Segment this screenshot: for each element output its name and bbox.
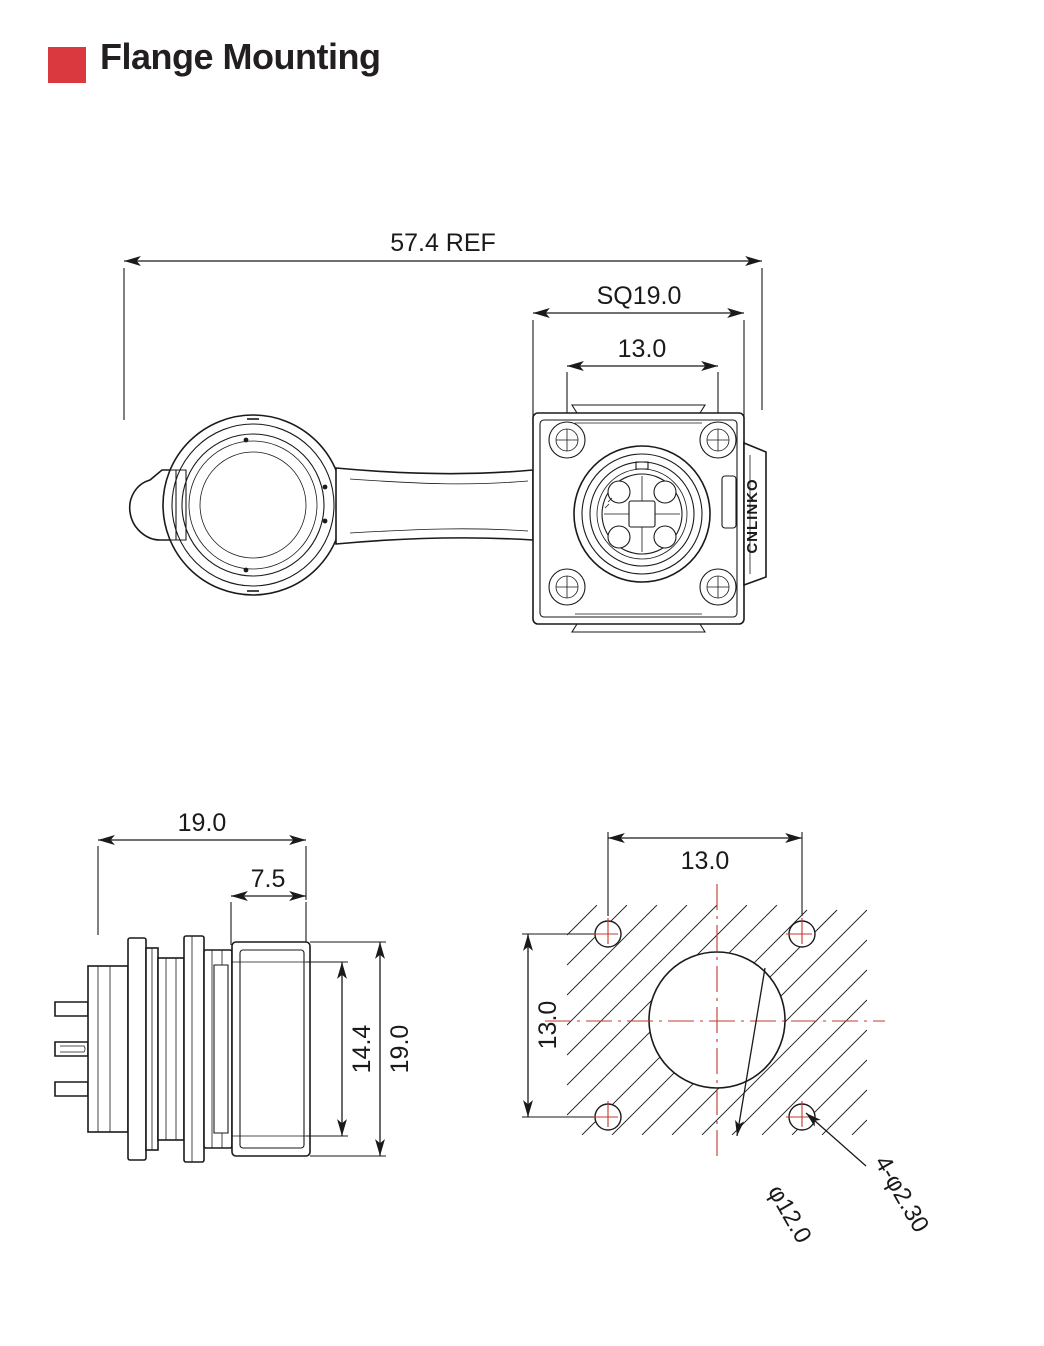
brand-logo-text: CNLINKO [744,478,761,554]
dim-label-13-cutout-v: 13.0 [534,1000,562,1050]
dim-label-57-4: 57.4 REF [390,229,496,257]
panel-cutout-group [522,832,934,1248]
dim-label-13-cutout-h: 13.0 [680,847,730,875]
dim-label-19-vertical: 19.0 [386,1024,414,1074]
dim-label-sq19: SQ19.0 [596,282,682,310]
dim-57-4-ref [124,229,762,420]
dim-label-13-top: 13.0 [617,335,667,363]
side-view-group [55,809,414,1162]
flange-connector-front [533,405,766,632]
side-view-body [55,936,310,1162]
top-view-group [124,229,766,632]
dim-label-14-4: 14.4 [348,1024,376,1074]
dim-7-5 [231,865,306,945]
dim-label-19-horizontal: 19.0 [177,809,227,837]
dust-cap [130,415,533,595]
dim-14-4-vertical [306,962,376,1136]
dim-label-7-5: 7.5 [250,865,286,893]
dim-label-4-phi2-30: 4-φ2.30 [868,1151,935,1238]
dim-label-phi12: φ12.0 [762,1180,817,1248]
page-title: Flange Mounting [100,36,381,77]
dim-13-cutout-horizontal [608,832,802,916]
